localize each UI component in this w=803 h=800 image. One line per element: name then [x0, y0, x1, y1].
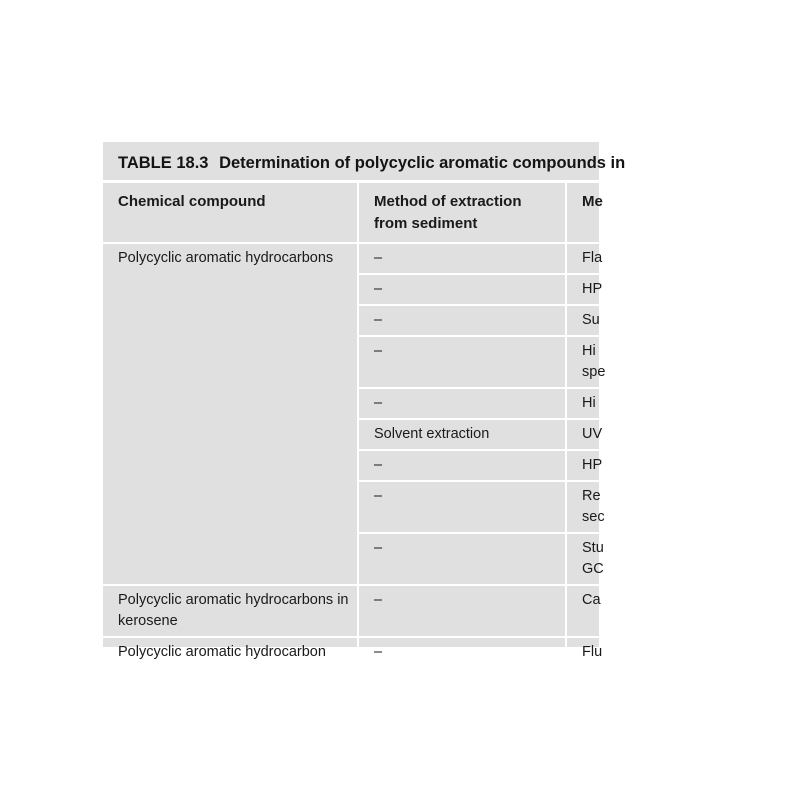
cell-compound: Polycyclic aromatic hydrocarbons in kerosene: [103, 585, 358, 637]
data-table: [103, 180, 803, 670]
cell-extraction: –: [358, 305, 566, 336]
table-row: [103, 585, 803, 637]
cell-extraction: –: [358, 481, 566, 533]
cell-extraction: –: [358, 533, 566, 585]
cell-extraction: –: [358, 274, 566, 305]
table-row: [103, 637, 803, 669]
cell-extraction: –: [358, 585, 566, 637]
cell-method: HP: [566, 450, 803, 481]
cell-method: Hi: [566, 388, 803, 419]
table-caption: Determination of polycyclic aromatic compounds in: [219, 154, 626, 172]
cell-extraction: –: [358, 336, 566, 388]
cell-method: Flu: [566, 637, 803, 669]
cell-extraction: –: [358, 450, 566, 481]
cell-extraction: –: [358, 243, 566, 274]
table-panel: [103, 142, 626, 660]
header-row: [103, 182, 803, 244]
header-method: Me: [582, 193, 603, 210]
cell-method: Su: [566, 305, 803, 336]
cell-method: Ca: [566, 585, 803, 637]
cell-extraction: Solvent extraction: [358, 419, 566, 450]
cell-extraction: –: [358, 388, 566, 419]
cell-method: Hi spe: [566, 336, 803, 388]
cell-method: Re sec: [566, 481, 803, 533]
header-extraction-method: Method of extraction from sediment: [358, 182, 566, 244]
table-label: TABLE 18.3: [118, 154, 209, 172]
cell-extraction: –: [358, 637, 566, 669]
table-title: [118, 154, 625, 173]
header-chemical-compound: Chemical compound: [103, 182, 358, 244]
cell-method: UV: [566, 419, 803, 450]
cell-compound: Polycyclic aromatic hydrocarbon: [103, 637, 358, 669]
cell-method: HP: [566, 274, 803, 305]
cell-method: Stu GC: [566, 533, 803, 585]
table-row: [103, 243, 803, 274]
cell-method: Fla: [566, 243, 803, 274]
cell-compound: Polycyclic aromatic hydrocarbons: [103, 243, 358, 585]
